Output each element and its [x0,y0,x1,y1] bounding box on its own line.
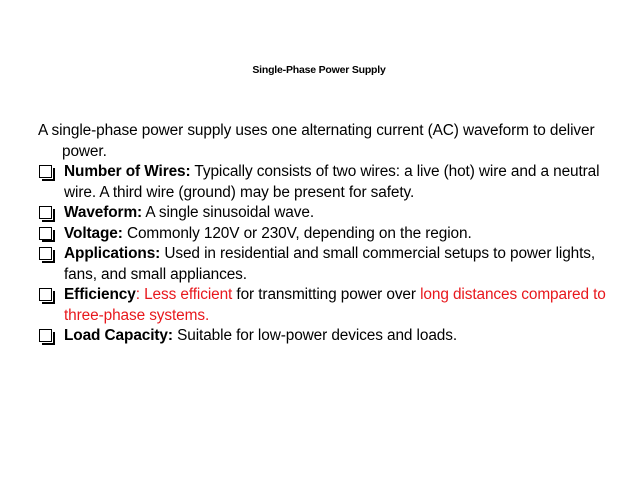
checkbox-square-icon [39,329,52,342]
bullet-term: Voltage: [64,224,123,242]
bullet-number-of-wires [38,162,618,203]
bullet-term: Applications: [64,245,161,262]
bullet-waveform [38,203,618,224]
bullet-text: Typically consists of two wires: a live (hot) wire and a neutral wire. A third wire (ground) may be present for safety. [64,163,600,201]
checkbox-square-icon [39,247,52,260]
checkbox-square-icon [39,288,52,301]
bullet-voltage [38,224,618,245]
bullet-text: for transmitting power over [232,286,421,303]
bullet-load-capacity [38,326,618,347]
intro-paragraph: A single-phase power supply uses one alternating current (AC) waveform to deliver power. [38,122,595,160]
bullet-term: Waveform: [64,204,143,221]
bullet-applications [38,244,618,285]
bullet-text: Commonly 120V or 230V, depending on the region. [122,224,472,242]
bullet-term: Number of Wires: [64,163,191,180]
slide-body [38,121,618,347]
bullet-highlight-long-distances: long distances compared to three-phase systems. [64,286,606,324]
checkbox-square-icon [39,227,52,240]
bullet-efficiency [38,285,618,326]
bullet-colon: : [135,286,140,303]
bullet-text: A single sinusoidal wave. [142,204,314,221]
bullet-text: Suitable for low-power devices and loads. [172,327,458,344]
bullet-text: Used in residential and small commercial setups to power lights, fans, and small appliances. [64,245,596,283]
bullet-list [38,162,618,347]
checkbox-square-icon [39,165,52,178]
checkbox-square-icon [39,206,52,219]
bullet-term: Load Capacity: [64,327,173,344]
slide-title: Single-Phase Power Supply [252,64,386,76]
bullet-term: Efficiency [64,286,136,303]
bullet-highlight-less-efficient: Less efficient [139,286,233,303]
